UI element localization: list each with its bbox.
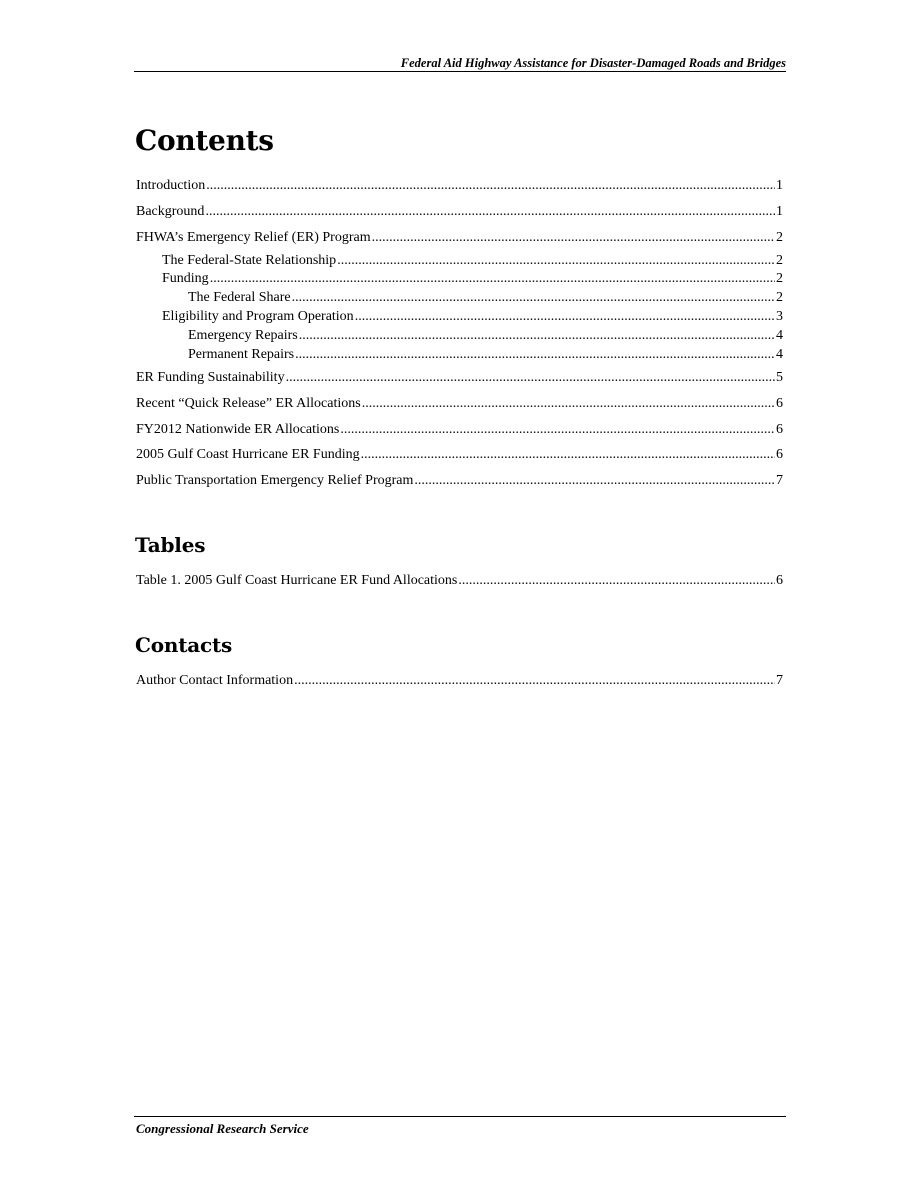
dot-leader (372, 230, 775, 246)
footer-text: Congressional Research Service (136, 1121, 309, 1136)
contents-heading: Contents (135, 124, 274, 157)
toc-entry-page: 5 (776, 370, 783, 385)
dot-leader (205, 204, 775, 220)
toc-entry-label: Author Contact Information (136, 673, 294, 688)
dot-leader (299, 328, 775, 344)
dot-leader (361, 447, 775, 463)
toc-entry-label: FHWA’s Emergency Relief (ER) Program (136, 230, 371, 245)
dot-leader (340, 422, 775, 438)
running-header: Federal Aid Highway Assistance for Disaster-Damaged Roads and Bridges (400, 56, 786, 70)
toc-entry-label: Permanent Repairs (188, 347, 295, 362)
toc-entry-page: 6 (776, 396, 783, 411)
dot-leader (295, 347, 775, 363)
dot-leader (458, 573, 775, 589)
toc-entry-label: Recent “Quick Release” ER Allocations (136, 396, 361, 411)
toc-entry-author-contact[interactable] (136, 673, 783, 691)
toc-entry-label: The Federal Share (188, 290, 291, 305)
toc-entry-gulf-coast-funding[interactable] (136, 447, 783, 465)
toc-entry-page: 4 (776, 347, 783, 362)
dot-leader (206, 178, 775, 194)
toc-entry-label: Eligibility and Program Operation (162, 309, 354, 324)
toc-entry-table-1[interactable] (136, 573, 783, 591)
toc-entry-er-funding-sustainability[interactable] (136, 370, 783, 388)
dot-leader (355, 309, 775, 325)
toc-entry-page: 4 (776, 328, 783, 343)
toc-entry-er-program[interactable] (136, 230, 783, 248)
toc-entry-page: 6 (776, 573, 783, 588)
toc-entry-page: 2 (776, 253, 783, 268)
toc-entry-label: Emergency Repairs (188, 328, 298, 343)
toc-entry-label: Background (136, 204, 205, 219)
toc-entry-page: 7 (776, 473, 783, 488)
toc-entry-funding[interactable] (162, 271, 783, 289)
toc-entry-page: 2 (776, 290, 783, 305)
toc-entry-page: 3 (776, 309, 783, 324)
toc-entry-page: 2 (776, 230, 783, 245)
dot-leader (286, 370, 775, 386)
toc-entry-emergency-repairs[interactable] (188, 328, 783, 346)
toc-entry-label: ER Funding Sustainability (136, 370, 285, 385)
footer-rule (134, 1116, 786, 1117)
header-rule (134, 71, 786, 72)
toc-entry-label: Table 1. 2005 Gulf Coast Hurricane ER Fund Allocations (136, 573, 458, 588)
toc-entry-federal-state-relationship[interactable] (162, 253, 783, 271)
toc-entry-label: The Federal-State Relationship (162, 253, 337, 268)
toc-entry-background[interactable] (136, 204, 783, 222)
toc-entry-page: 6 (776, 447, 783, 462)
dot-leader (362, 396, 775, 412)
toc-entry-page: 2 (776, 271, 783, 286)
toc-entry-introduction[interactable] (136, 178, 783, 196)
toc-entry-quick-release[interactable] (136, 396, 783, 414)
dot-leader (294, 673, 775, 689)
tables-heading: Tables (135, 533, 206, 557)
contacts-heading: Contacts (135, 633, 233, 657)
toc-entry-permanent-repairs[interactable] (188, 347, 783, 365)
toc-entry-public-transportation[interactable] (136, 473, 783, 491)
toc-entry-eligibility[interactable] (162, 309, 783, 327)
toc-entry-label: Funding (162, 271, 209, 286)
dot-leader (210, 271, 775, 287)
dot-leader (337, 253, 775, 269)
toc-entry-label: Public Transportation Emergency Relief Program (136, 473, 414, 488)
toc-entry-page: 7 (776, 673, 783, 688)
toc-entry-label: FY2012 Nationwide ER Allocations (136, 422, 340, 437)
toc-entry-label: Introduction (136, 178, 206, 193)
toc-entry-page: 1 (776, 178, 783, 193)
toc-entry-label: 2005 Gulf Coast Hurricane ER Funding (136, 447, 360, 462)
dot-leader (414, 473, 775, 489)
toc-entry-page: 1 (776, 204, 783, 219)
toc-entry-federal-share[interactable] (188, 290, 783, 308)
toc-entry-page: 6 (776, 422, 783, 437)
toc-entry-fy2012-allocations[interactable] (136, 422, 783, 440)
dot-leader (292, 290, 775, 306)
